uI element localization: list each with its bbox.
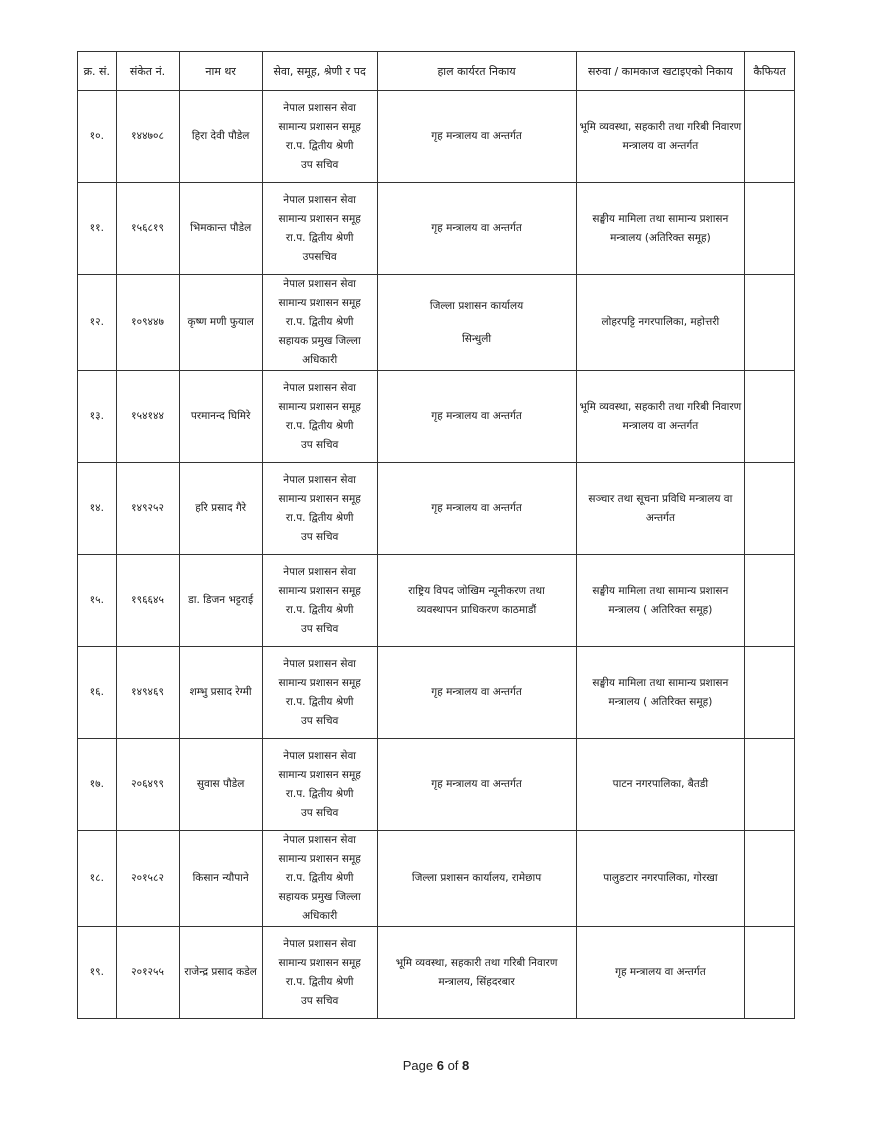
table-row	[78, 555, 795, 647]
current-office-line: गृह मन्त्रालय वा अन्तर्गत	[431, 130, 522, 142]
header-serial-number: क्र. सं.	[78, 52, 117, 91]
table-row	[78, 927, 795, 1019]
current-office-line: राष्ट्रिय विपद जोखिम न्यूनीकरण तथा	[408, 584, 545, 597]
page-footer	[0, 1058, 872, 1073]
service-line: सहायक प्रमुख जिल्ला	[278, 335, 361, 347]
current-office-cell	[377, 183, 576, 275]
current-office-cell	[377, 463, 576, 555]
current-office-cell	[377, 555, 576, 647]
code-number-cell: २०६४९९	[116, 739, 179, 831]
service-line: रा.प. द्वितीय श्रेणी	[285, 316, 354, 328]
service-cell	[262, 275, 377, 371]
serial-number-cell: १६.	[78, 647, 117, 739]
name-cell: कृष्ण मणी फुयाल	[179, 275, 262, 371]
header-current-office: हाल कार्यरत निकाय	[377, 52, 576, 91]
serial-number-cell: १५.	[78, 555, 117, 647]
current-office-line: भूमि व्यवस्था, सहकारी तथा गरिबी निवारण	[395, 956, 558, 969]
transfer-office-cell: भूमि व्यवस्था, सहकारी तथा गरिबी निवारण मन्त्रालय वा अन्तर्गत	[576, 91, 745, 183]
serial-number-cell: १७.	[78, 739, 117, 831]
current-office-cell	[377, 91, 576, 183]
serial-number-cell: १९.	[78, 927, 117, 1019]
table-row	[78, 647, 795, 739]
current-page-number: 6	[436, 1058, 444, 1073]
current-office-cell	[377, 647, 576, 739]
service-line: रा.प. द्वितीय श्रेणी	[285, 139, 354, 152]
remarks-cell	[745, 927, 795, 1019]
remarks-cell	[745, 91, 795, 183]
service-line: उप सचिव	[300, 806, 339, 819]
service-line: सामान्य प्रशासन समूह	[278, 853, 361, 865]
transfer-office-cell: गृह मन्त्रालय वा अन्तर्गत	[576, 927, 745, 1019]
table-row	[78, 739, 795, 831]
service-cell	[262, 463, 377, 555]
remarks-cell	[745, 647, 795, 739]
service-cell	[262, 371, 377, 463]
service-line: रा.प. द्वितीय श्रेणी	[285, 511, 354, 524]
current-office-line: सिन्धुली	[462, 332, 492, 345]
service-line: उप सचिव	[300, 158, 339, 171]
serial-number-cell: १४.	[78, 463, 117, 555]
service-line: नेपाल प्रशासन सेवा	[283, 937, 357, 950]
header-code-number: संकेत नं.	[116, 52, 179, 91]
service-line: सामान्य प्रशासन समूह	[278, 120, 361, 133]
service-line: सामान्य प्रशासन समूह	[278, 212, 361, 225]
code-number-cell: २०१२५५	[116, 927, 179, 1019]
remarks-cell	[745, 463, 795, 555]
transfer-office-cell: पाटन नगरपालिका, बैतडी	[576, 739, 745, 831]
service-line: नेपाल प्रशासन सेवा	[283, 193, 357, 206]
service-line: नेपाल प्रशासन सेवा	[283, 657, 357, 670]
name-cell: हरि प्रसाद गैरे	[179, 463, 262, 555]
table-row	[78, 275, 795, 371]
code-number-cell: १५४१४४	[116, 371, 179, 463]
current-office-cell	[377, 739, 576, 831]
transfer-office-cell: भूमि व्यवस्था, सहकारी तथा गरिबी निवारण मन्त्रालय वा अन्तर्गत	[576, 371, 745, 463]
remarks-cell	[745, 555, 795, 647]
service-cell	[262, 183, 377, 275]
code-number-cell: १०९४४७	[116, 275, 179, 371]
current-office-line	[380, 316, 574, 330]
service-cell	[262, 647, 377, 739]
code-number-cell: १४४७०८	[116, 91, 179, 183]
name-cell: परमानन्द घिमिरे	[179, 371, 262, 463]
transfer-office-cell: सङ्घीय मामिला तथा सामान्य प्रशासन मन्त्रालय ( अतिरिक्त समूह)	[576, 555, 745, 647]
service-line: उप सचिव	[300, 994, 339, 1007]
service-line: सहायक प्रमुख जिल्ला	[278, 891, 361, 903]
table-body	[78, 91, 795, 1019]
transfer-office-cell: सञ्चार तथा सूचना प्रविधि मन्त्रालय वा अन्तर्गत	[576, 463, 745, 555]
remarks-cell	[745, 371, 795, 463]
header-remarks: कैफियत	[745, 52, 795, 91]
serial-number-cell: ११.	[78, 183, 117, 275]
table-header-row	[78, 52, 795, 91]
table-row	[78, 183, 795, 275]
service-line: रा.प. द्वितीय श्रेणी	[285, 419, 354, 432]
remarks-cell	[745, 275, 795, 371]
serial-number-cell: १०.	[78, 91, 117, 183]
transfer-office-cell: सङ्घीय मामिला तथा सामान्य प्रशासन मन्त्रालय ( अतिरिक्त समूह)	[576, 647, 745, 739]
current-office-line: गृह मन्त्रालय वा अन्तर्गत	[431, 410, 522, 422]
total-page-number: 8	[462, 1058, 470, 1073]
code-number-cell: १४९४६९	[116, 647, 179, 739]
transfer-table	[77, 51, 795, 1019]
current-office-line: व्यवस्थापन प्राधिकरण काठमाडौं	[416, 603, 537, 616]
footer-prefix: Page	[402, 1058, 437, 1073]
service-cell	[262, 927, 377, 1019]
table-row	[78, 91, 795, 183]
code-number-cell: १४९२५२	[116, 463, 179, 555]
service-line: सामान्य प्रशासन समूह	[278, 768, 361, 781]
service-line: उपसचिव	[302, 250, 337, 263]
transfer-office-cell: सङ्घीय मामिला तथा सामान्य प्रशासन मन्त्रालय (अतिरिक्त समूह)	[576, 183, 745, 275]
service-line: उप सचिव	[300, 530, 339, 543]
service-line: रा.प. द्वितीय श्रेणी	[285, 231, 354, 244]
service-line: नेपाल प्रशासन सेवा	[283, 381, 357, 394]
service-line: अधिकारी	[302, 910, 338, 922]
service-line: रा.प. द्वितीय श्रेणी	[285, 872, 354, 884]
code-number-cell: १९६६४५	[116, 555, 179, 647]
service-line: उप सचिव	[300, 622, 339, 635]
table-row	[78, 371, 795, 463]
service-line: नेपाल प्रशासन सेवा	[283, 278, 357, 290]
service-cell	[262, 91, 377, 183]
service-line: उप सचिव	[300, 438, 339, 451]
service-line: सामान्य प्रशासन समूह	[278, 956, 361, 969]
serial-number-cell: १३.	[78, 371, 117, 463]
name-cell: शम्भु प्रसाद रेग्मी	[179, 647, 262, 739]
table-row	[78, 463, 795, 555]
remarks-cell	[745, 739, 795, 831]
name-cell: डा. डिजन भट्टराई	[179, 555, 262, 647]
name-cell: भिमकान्त पौडेल	[179, 183, 262, 275]
name-cell: किसान न्यौपाने	[179, 831, 262, 927]
name-cell: राजेन्द्र प्रसाद कडेल	[179, 927, 262, 1019]
current-office-cell	[377, 927, 576, 1019]
service-line: सामान्य प्रशासन समूह	[278, 297, 361, 309]
service-line: नेपाल प्रशासन सेवा	[283, 473, 357, 486]
service-line: रा.प. द्वितीय श्रेणी	[285, 975, 354, 988]
name-cell: सुवास पौडेल	[179, 739, 262, 831]
service-line: नेपाल प्रशासन सेवा	[283, 101, 357, 114]
remarks-cell	[745, 183, 795, 275]
service-line: नेपाल प्रशासन सेवा	[283, 834, 357, 846]
service-cell	[262, 831, 377, 927]
name-cell: हिरा देवी पौडेल	[179, 91, 262, 183]
service-line: नेपाल प्रशासन सेवा	[283, 749, 357, 762]
transfer-office-cell: पालुङटार नगरपालिका, गोरखा	[576, 831, 745, 927]
current-office-cell	[377, 371, 576, 463]
current-office-line: जिल्ला प्रशासन कार्यालय	[429, 299, 524, 312]
service-line: रा.प. द्वितीय श्रेणी	[285, 603, 354, 616]
service-line: सामान्य प्रशासन समूह	[278, 400, 361, 413]
service-line: नेपाल प्रशासन सेवा	[283, 565, 357, 578]
current-office-line: जिल्ला प्रशासन कार्यालय, रामेछाप	[411, 872, 542, 884]
current-office-line: गृह मन्त्रालय वा अन्तर्गत	[431, 778, 522, 790]
footer-middle: of	[443, 1058, 463, 1073]
service-line: सामान्य प्रशासन समूह	[278, 676, 361, 689]
code-number-cell: १५६८१९	[116, 183, 179, 275]
service-line: रा.प. द्वितीय श्रेणी	[285, 787, 354, 800]
service-line: रा.प. द्वितीय श्रेणी	[285, 695, 354, 708]
header-name: नाम थर	[179, 52, 262, 91]
code-number-cell: २०१५८२	[116, 831, 179, 927]
current-office-line: गृह मन्त्रालय वा अन्तर्गत	[431, 222, 522, 234]
serial-number-cell: १८.	[78, 831, 117, 927]
table-row	[78, 831, 795, 927]
service-line: सामान्य प्रशासन समूह	[278, 584, 361, 597]
serial-number-cell: १२.	[78, 275, 117, 371]
current-office-line: गृह मन्त्रालय वा अन्तर्गत	[431, 502, 522, 514]
header-transfer-office: सरुवा / कामकाज खटाइएको निकाय	[576, 52, 745, 91]
current-office-line: मन्त्रालय, सिंहदरबार	[438, 975, 515, 988]
service-line: सामान्य प्रशासन समूह	[278, 492, 361, 505]
current-office-line: गृह मन्त्रालय वा अन्तर्गत	[431, 686, 522, 698]
service-cell	[262, 555, 377, 647]
transfer-office-cell: लोहरपट्टि नगरपालिका, महोत्तरी	[576, 275, 745, 371]
header-service: सेवा, समूह, श्रेणी र पद	[262, 52, 377, 91]
current-office-cell	[377, 275, 576, 371]
service-line: अधिकारी	[302, 354, 338, 366]
service-cell	[262, 739, 377, 831]
remarks-cell	[745, 831, 795, 927]
service-line: उप सचिव	[300, 714, 339, 727]
current-office-cell	[377, 831, 576, 927]
